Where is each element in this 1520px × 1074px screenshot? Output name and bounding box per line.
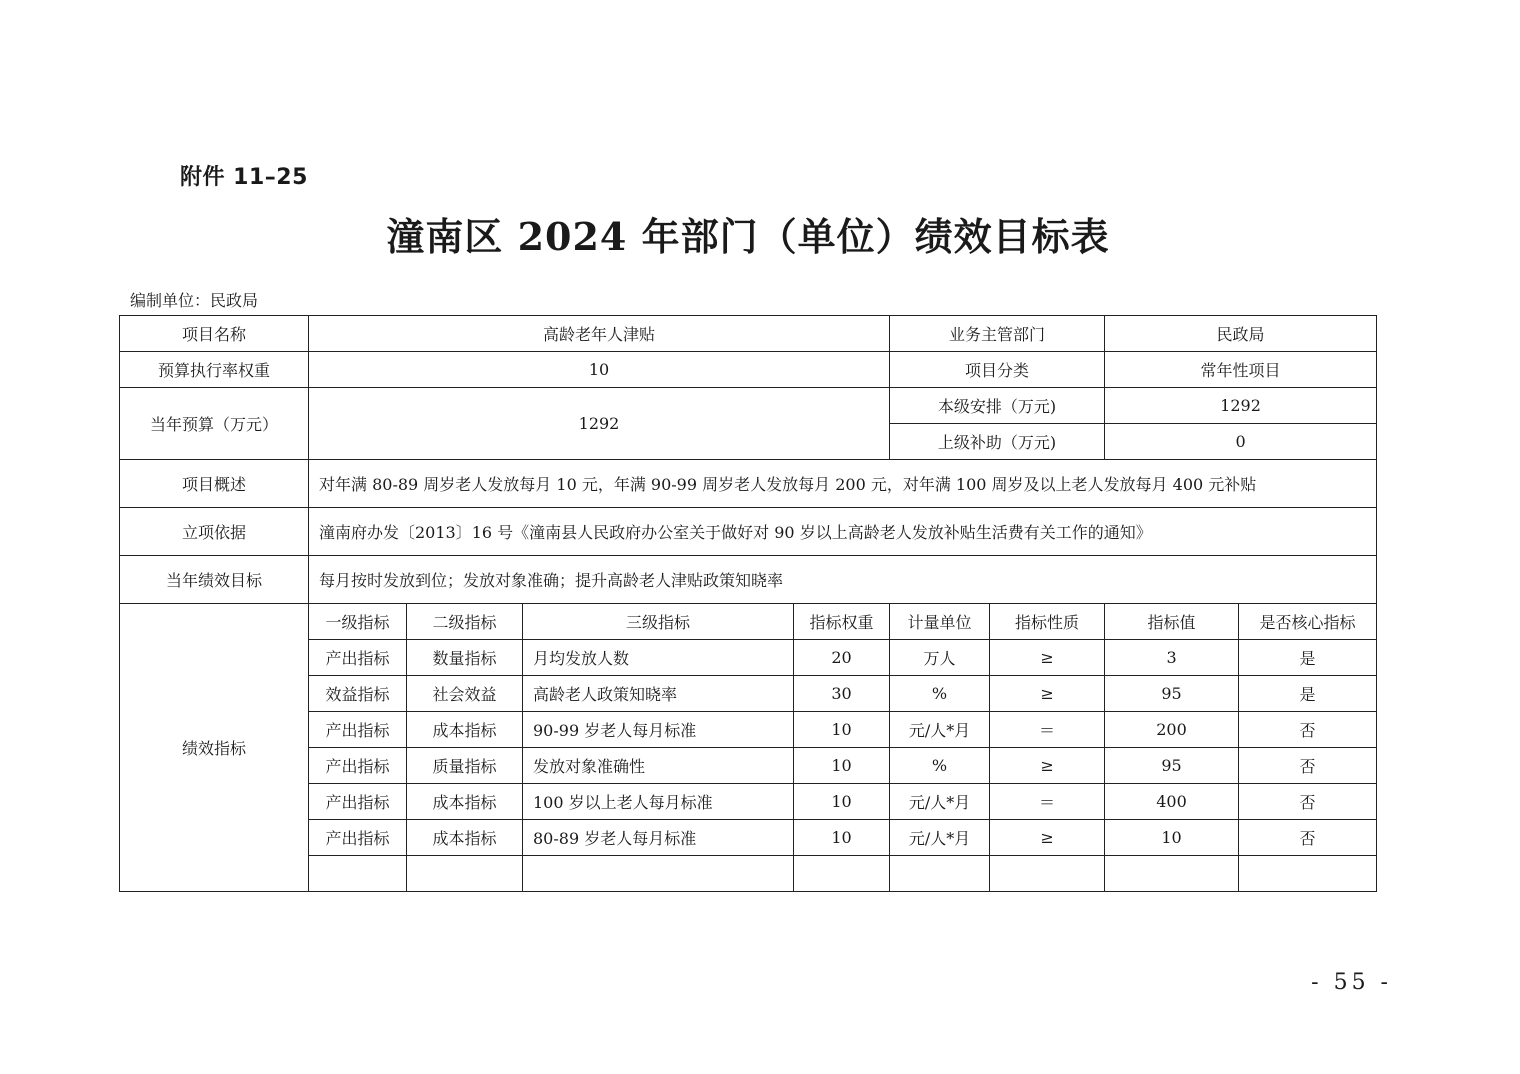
value-cell: 10 (1105, 820, 1239, 856)
row-overview (120, 460, 1377, 508)
header-level1: 一级指标 (309, 604, 407, 640)
core-cell: 否 (1239, 712, 1377, 748)
row-basis (120, 508, 1377, 556)
performance-target-table (119, 315, 1377, 892)
weight-cell: 10 (794, 712, 890, 748)
budget-weight-value: 10 (309, 352, 890, 388)
table-row (120, 820, 1377, 856)
nature-cell: ≥ (990, 640, 1105, 676)
dept-value: 民政局 (1105, 316, 1377, 352)
project-name-value: 高龄老年人津贴 (309, 316, 890, 352)
level1-cell: 产出指标 (309, 784, 407, 820)
compiling-unit: 编制单位：民政局 (130, 291, 259, 310)
header-core: 是否核心指标 (1239, 604, 1377, 640)
overview-label: 项目概述 (120, 460, 309, 508)
table-row (120, 640, 1377, 676)
level1-cell: 产出指标 (309, 820, 407, 856)
header-unit: 计量单位 (890, 604, 990, 640)
empty-row (120, 856, 1377, 892)
project-name-label: 项目名称 (120, 316, 309, 352)
level1-cell: 产出指标 (309, 712, 407, 748)
goal-value: 每月按时发放到位；发放对象准确；提升高龄老人津贴政策知晓率 (309, 556, 1377, 604)
level3-cell: 100 岁以上老人每月标准 (523, 784, 794, 820)
header-value: 指标值 (1105, 604, 1239, 640)
empty-cell (890, 856, 990, 892)
level1-cell: 产出指标 (309, 748, 407, 784)
level2-cell: 社会效益 (407, 676, 523, 712)
local-value: 1292 (1105, 388, 1377, 424)
value-cell: 3 (1105, 640, 1239, 676)
core-cell: 否 (1239, 748, 1377, 784)
level3-cell: 发放对象准确性 (523, 748, 794, 784)
level2-cell: 成本指标 (407, 784, 523, 820)
empty-cell (990, 856, 1105, 892)
empty-cell (309, 856, 407, 892)
category-value: 常年性项目 (1105, 352, 1377, 388)
basis-label: 立项依据 (120, 508, 309, 556)
weight-cell: 10 (794, 748, 890, 784)
empty-cell (1239, 856, 1377, 892)
local-label: 本级安排（万元) (890, 388, 1105, 424)
table-row (120, 712, 1377, 748)
nature-cell: ＝ (990, 784, 1105, 820)
core-cell: 否 (1239, 820, 1377, 856)
table-row (120, 676, 1377, 712)
core-cell: 否 (1239, 784, 1377, 820)
level2-cell: 质量指标 (407, 748, 523, 784)
overview-value: 对年满 80-89 周岁老人发放每月 10 元，年满 90-99 周岁老人发放每月 200 元，对年满 100 周岁及以上老人发放每月 400 元补贴 (309, 460, 1377, 508)
indicators-section-label: 绩效指标 (120, 604, 309, 892)
budget-value: 1292 (309, 388, 890, 460)
row-budget-local (120, 388, 1377, 424)
nature-cell: ＝ (990, 712, 1105, 748)
level1-cell: 效益指标 (309, 676, 407, 712)
nature-cell: ≥ (990, 676, 1105, 712)
budget-weight-label: 预算执行率权重 (120, 352, 309, 388)
level3-cell: 80-89 岁老人每月标准 (523, 820, 794, 856)
table-row (120, 748, 1377, 784)
page-number: - 55 - (1311, 970, 1392, 995)
core-cell: 是 (1239, 676, 1377, 712)
weight-cell: 10 (794, 820, 890, 856)
row-project-name (120, 316, 1377, 352)
header-nature: 指标性质 (990, 604, 1105, 640)
level3-cell: 90-99 岁老人每月标准 (523, 712, 794, 748)
core-cell: 是 (1239, 640, 1377, 676)
goal-label: 当年绩效目标 (120, 556, 309, 604)
nature-cell: ≥ (990, 820, 1105, 856)
unit-cell: % (890, 676, 990, 712)
level2-cell: 成本指标 (407, 712, 523, 748)
row-goal (120, 556, 1377, 604)
indicator-header-row (120, 604, 1377, 640)
level3-cell: 高龄老人政策知晓率 (523, 676, 794, 712)
budget-label: 当年预算（万元） (120, 388, 309, 460)
weight-cell: 10 (794, 784, 890, 820)
unit-cell: % (890, 748, 990, 784)
value-cell: 95 (1105, 748, 1239, 784)
unit-cell: 元/人*月 (890, 784, 990, 820)
level2-cell: 数量指标 (407, 640, 523, 676)
table-row (120, 784, 1377, 820)
row-budget-weight (120, 352, 1377, 388)
superior-label: 上级补助（万元) (890, 424, 1105, 460)
dept-label: 业务主管部门 (890, 316, 1105, 352)
unit-cell: 元/人*月 (890, 712, 990, 748)
empty-cell (523, 856, 794, 892)
value-cell: 400 (1105, 784, 1239, 820)
superior-value: 0 (1105, 424, 1377, 460)
header-level2: 二级指标 (407, 604, 523, 640)
level1-cell: 产出指标 (309, 640, 407, 676)
empty-cell (794, 856, 890, 892)
unit-cell: 万人 (890, 640, 990, 676)
value-cell: 95 (1105, 676, 1239, 712)
level3-cell: 月均发放人数 (523, 640, 794, 676)
weight-cell: 20 (794, 640, 890, 676)
header-weight: 指标权重 (794, 604, 890, 640)
header-level3: 三级指标 (523, 604, 794, 640)
category-label: 项目分类 (890, 352, 1105, 388)
empty-cell (407, 856, 523, 892)
attachment-label: 附件 11–25 (180, 165, 308, 190)
empty-cell (1105, 856, 1239, 892)
unit-cell: 元/人*月 (890, 820, 990, 856)
weight-cell: 30 (794, 676, 890, 712)
value-cell: 200 (1105, 712, 1239, 748)
basis-value: 潼南府办发〔2013〕16 号《潼南县人民政府办公室关于做好对 90 岁以上高龄老人发放补贴生活费有关工作的通知》 (309, 508, 1377, 556)
level2-cell: 成本指标 (407, 820, 523, 856)
nature-cell: ≥ (990, 748, 1105, 784)
document-title: 潼南区 2024 年部门（单位）绩效目标表 (386, 214, 1110, 259)
